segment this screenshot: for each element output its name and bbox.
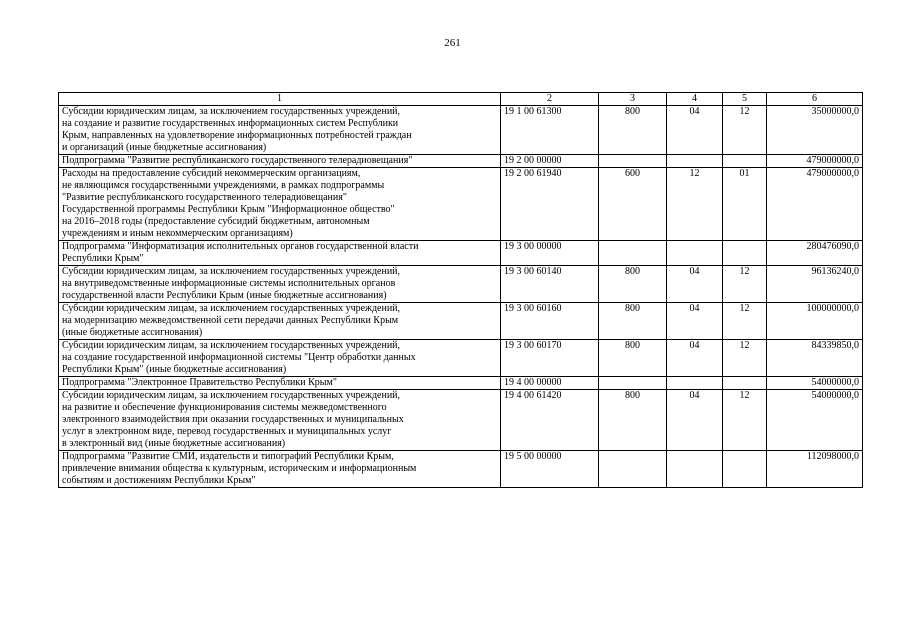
row-target-article: 19 2 00 00000 <box>501 155 599 168</box>
row-section: 04 <box>667 106 723 155</box>
row-amount: 35000000,0 <box>767 106 863 155</box>
row-target-article: 19 2 00 61940 <box>501 168 599 241</box>
row-subsection: 12 <box>723 106 767 155</box>
row-amount: 54000000,0 <box>767 377 863 390</box>
table-body <box>59 106 863 488</box>
row-expense-type: 600 <box>599 168 667 241</box>
row-target-article: 19 3 00 00000 <box>501 241 599 266</box>
row-amount: 100000000,0 <box>767 303 863 340</box>
row-section: 04 <box>667 390 723 451</box>
row-subsection: 01 <box>723 168 767 241</box>
row-amount: 479000000,0 <box>767 155 863 168</box>
row-target-article: 19 4 00 61420 <box>501 390 599 451</box>
row-section: 04 <box>667 303 723 340</box>
row-expense-type <box>599 241 667 266</box>
row-amount: 96136240,0 <box>767 266 863 303</box>
row-amount: 112098000,0 <box>767 451 863 488</box>
row-section: 04 <box>667 340 723 377</box>
row-expense-type: 800 <box>599 106 667 155</box>
header-col-5: 5 <box>723 93 767 106</box>
header-col-4: 4 <box>667 93 723 106</box>
row-name: Субсидии юридическим лицам, за исключением государственных учреждений, на развитие и обеспечение функционирования системы межведомственного электронного взаимодействия при оказании государственных и муниципальных услуг в электронном виде, перевод государственных и муниципальных услуг в электронный вид (иные бюджетные ассигнования) <box>59 390 501 451</box>
table-row <box>59 377 863 390</box>
row-expense-type: 800 <box>599 340 667 377</box>
table-header <box>59 93 863 106</box>
row-section <box>667 451 723 488</box>
row-name: Подпрограмма "Электронное Правительство Республики Крым" <box>59 377 501 390</box>
row-section <box>667 377 723 390</box>
page-number: 261 <box>444 37 461 49</box>
row-target-article: 19 3 00 60170 <box>501 340 599 377</box>
row-name: Субсидии юридическим лицам, за исключением государственных учреждений, на внутриведомственные информационные системы исполнительных органов государственной власти Республики Крым (иные бюджетные ассигнования) <box>59 266 501 303</box>
table-row <box>59 155 863 168</box>
row-section <box>667 155 723 168</box>
table-row <box>59 340 863 377</box>
row-subsection: 12 <box>723 266 767 303</box>
table-row <box>59 303 863 340</box>
row-name: Субсидии юридическим лицам, за исключением государственных учреждений, на создание и развитие государственных информационных систем Республики Крым, направленных на удовлетворение информационных потребностей граждан и организаций (иные бюджетные ассигнования) <box>59 106 501 155</box>
row-subsection <box>723 241 767 266</box>
row-target-article: 19 5 00 00000 <box>501 451 599 488</box>
row-name: Субсидии юридическим лицам, за исключением государственных учреждений, на создание государственной информационной системы "Центр обработки данных Республики Крым" (иные бюджетные ассигнования) <box>59 340 501 377</box>
row-amount: 280476090,0 <box>767 241 863 266</box>
row-subsection: 12 <box>723 340 767 377</box>
row-expense-type <box>599 377 667 390</box>
header-row <box>59 93 863 106</box>
row-section: 04 <box>667 266 723 303</box>
row-amount: 479000000,0 <box>767 168 863 241</box>
row-subsection <box>723 377 767 390</box>
table-row <box>59 390 863 451</box>
row-section <box>667 241 723 266</box>
row-expense-type: 800 <box>599 390 667 451</box>
row-expense-type: 800 <box>599 303 667 340</box>
row-target-article: 19 3 00 60140 <box>501 266 599 303</box>
row-subsection: 12 <box>723 303 767 340</box>
table-row <box>59 266 863 303</box>
table-row <box>59 106 863 155</box>
row-name: Субсидии юридическим лицам, за исключением государственных учреждений, на модернизацию межведомственной сети передачи данных Республики Крым (иные бюджетные ассигнования) <box>59 303 501 340</box>
row-target-article: 19 1 00 61300 <box>501 106 599 155</box>
row-section: 12 <box>667 168 723 241</box>
row-subsection <box>723 155 767 168</box>
header-col-3: 3 <box>599 93 667 106</box>
row-name: Подпрограмма "Развитие СМИ, издательств и типографий Республики Крым, привлечение внимания общества к культурным, историческим и информационным событиям и достижениям Республики Крым" <box>59 451 501 488</box>
row-target-article: 19 3 00 60160 <box>501 303 599 340</box>
header-col-1: 1 <box>59 93 501 106</box>
budget-table <box>58 92 863 488</box>
row-target-article: 19 4 00 00000 <box>501 377 599 390</box>
row-expense-type: 800 <box>599 266 667 303</box>
row-name: Расходы на предоставление субсидий некоммерческим организациям, не являющимся государственными учреждениями, в рамках подпрограммы "Развитие республиканского государственного телерадиовещания" Государственной программы Республики Крым "Информационное общество" на 2016–2018 годы (предоставление субсидий бюджетным, автономным учреждениям и иным некоммерческим организациям) <box>59 168 501 241</box>
row-subsection: 12 <box>723 390 767 451</box>
row-amount: 84339850,0 <box>767 340 863 377</box>
row-name: Подпрограмма "Развитие республиканского государственного телерадиовещания" <box>59 155 501 168</box>
row-amount: 54000000,0 <box>767 390 863 451</box>
row-name: Подпрограмма "Информатизация исполнительных органов государственной власти Республики Крым" <box>59 241 501 266</box>
row-subsection <box>723 451 767 488</box>
table-row <box>59 168 863 241</box>
table-row <box>59 241 863 266</box>
header-col-2: 2 <box>501 93 599 106</box>
row-expense-type <box>599 155 667 168</box>
row-expense-type <box>599 451 667 488</box>
table-row <box>59 451 863 488</box>
header-col-6: 6 <box>767 93 863 106</box>
